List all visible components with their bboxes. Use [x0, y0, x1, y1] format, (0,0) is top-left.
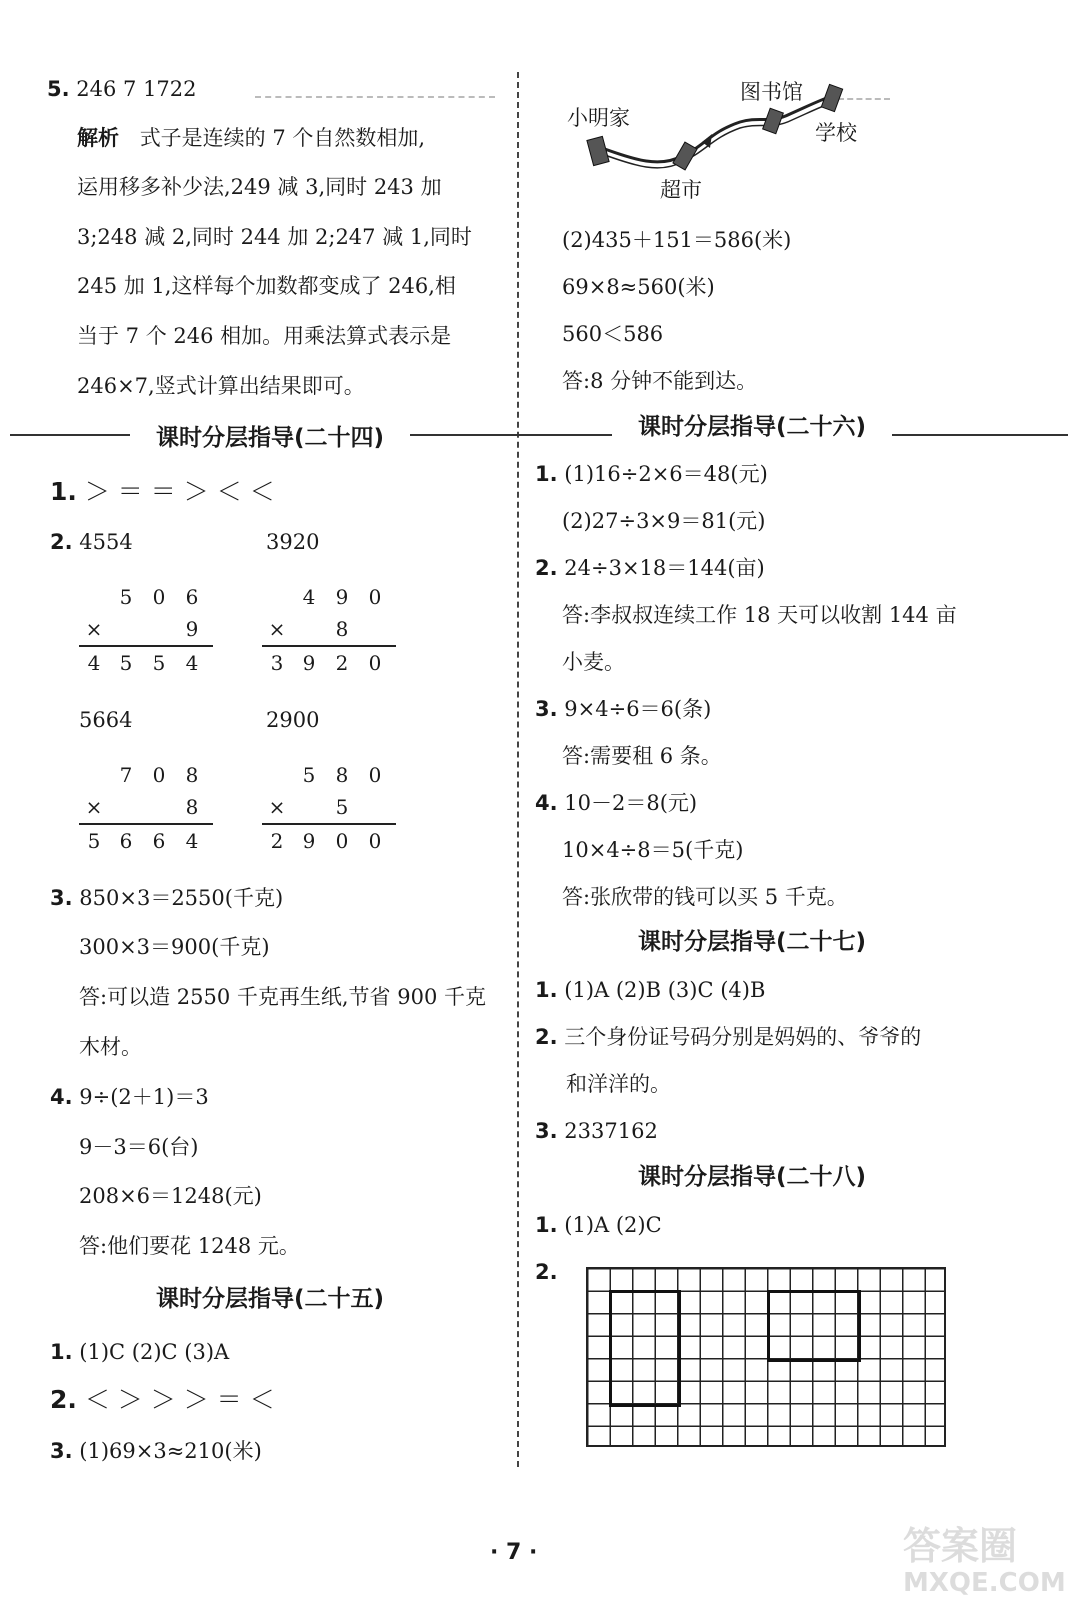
- library-label: 图书馆: [740, 80, 803, 104]
- analysis-text: 运用移多补少法,249 减 3,同时 243 加: [77, 175, 442, 199]
- column-divider: [517, 72, 519, 1467]
- svg-text:答案圈: 答案圈: [903, 1524, 1018, 1568]
- sec24-q2: [50, 528, 133, 556]
- sec26-q2: [535, 554, 765, 582]
- question-number: 2.: [535, 1260, 558, 1284]
- question-number: 2.: [50, 530, 73, 554]
- sec24-q3: [50, 884, 283, 912]
- analysis-line: [77, 124, 425, 152]
- analysis-text: 当于 7 个 246 相加。用乘法算式表示是: [77, 324, 452, 348]
- home-marker: [587, 136, 609, 165]
- square-grid: [586, 1267, 946, 1447]
- answer-text: 小麦。: [562, 650, 625, 674]
- sec24-q1: [50, 478, 275, 506]
- sec27-q1: [535, 976, 765, 1004]
- question-number: 1.: [535, 1213, 558, 1237]
- section-heading: 课时分层指导(二十七): [637, 929, 867, 955]
- answer-text: 和洋洋的。: [566, 1072, 671, 1096]
- analysis-text: 3;248 减 2,同时 244 加 2;247 减 1,同时: [77, 225, 472, 249]
- answer-text: (2)435＋151＝586(米): [562, 228, 792, 252]
- question-number: 3.: [535, 1119, 558, 1143]
- question-number: 4.: [535, 791, 558, 815]
- product-result: 5664: [79, 708, 133, 732]
- answer-text: 答:李叔叔连续工作 18 天可以收割 144 亩: [562, 603, 957, 627]
- answer-text: 560＜586: [562, 322, 664, 346]
- answer-text: ＞ ＝ ＝ ＞ ＜ ＜: [84, 477, 275, 506]
- library-marker: [763, 108, 784, 133]
- watermark-logo-graphic: [895, 1515, 1080, 1595]
- answer-text: 24÷3×18＝144(亩): [564, 556, 765, 580]
- answer-text: 10×4÷8＝5(千克): [562, 838, 744, 862]
- product-result: 2900: [266, 708, 320, 732]
- question-number: 4.: [50, 1085, 73, 1109]
- section-heading: 课时分层指导(二十五): [155, 1286, 385, 1312]
- question-number: 1.: [50, 477, 77, 506]
- sec25-q3: [50, 1437, 262, 1465]
- school-label: 学校: [815, 121, 857, 145]
- sec28-q1: [535, 1211, 662, 1239]
- answer-text: 答:他们要花 1248 元。: [79, 1234, 300, 1258]
- answer-text: (1)A (2)C: [564, 1213, 662, 1237]
- school-marker: [821, 84, 842, 111]
- question-number: 1.: [535, 978, 558, 1002]
- answer-text: 木材。: [79, 1035, 142, 1059]
- question-number: 5.: [47, 77, 70, 101]
- section-heading: 课时分层指导(二十八): [637, 1164, 867, 1190]
- answer-text: 850×3＝2550(千克): [79, 886, 284, 910]
- question-number: 3.: [535, 697, 558, 721]
- question-number: 3.: [50, 886, 73, 910]
- drawn-shape: [609, 1290, 681, 1407]
- answer-text: 答:需要租 6 条。: [562, 744, 722, 768]
- analysis-label: 解析: [77, 126, 119, 150]
- question-number: 1.: [535, 462, 558, 486]
- product-result: 4554: [79, 530, 133, 554]
- market-marker: [673, 142, 697, 170]
- sec26-q1: [535, 460, 768, 488]
- answer-text: 300×3＝900(千克): [79, 935, 270, 959]
- section-heading: 课时分层指导(二十四): [130, 423, 410, 453]
- question-number: 2.: [535, 556, 558, 580]
- answer-text: ＜ ＞ ＞ ＞ ＝ ＜: [84, 1385, 275, 1414]
- answer-text: (1)A (2)B (3)C (4)B: [564, 978, 766, 1002]
- answer-text: 2337162: [564, 1119, 658, 1143]
- page-number: · 7 ·: [490, 1540, 538, 1565]
- product-result: 3920: [266, 530, 320, 554]
- answer-text: (1)C (2)C (3)A: [79, 1340, 230, 1364]
- sec25-q1: [50, 1338, 229, 1366]
- section-heading: 课时分层指导(二十六): [612, 412, 892, 442]
- sec27-q3: [535, 1117, 658, 1145]
- answer-text: (2)27÷3×9＝81(元): [562, 509, 766, 533]
- answer-text: 10－2＝8(元): [564, 791, 698, 815]
- svg-text:MXQE.COM: MXQE.COM: [903, 1568, 1066, 1595]
- analysis-text: 式子是连续的 7 个自然数相加,: [139, 126, 426, 150]
- question-number: 1.: [50, 1340, 73, 1364]
- question-number: 2.: [50, 1385, 77, 1414]
- answer-page: 5. 246 7 1722 解析 式子是连续的 7 个自然数相加, 运用移多补少法,249 减 3,同时 243 加 3;248 减 2,同时 244 加 2;247 减 1,同时 245 加 1,这样每个加数都变成了 246,相 当于 7 个 246 相加。用乘法算式表示是 246×7,竖式计算出结果即可。 课时分层指导(二十四) 1. ＞ ＝ ＝ ＞ ＜ ＜ 2. 4554 3920 5664 2900 5 0 6 × 9 4 5 5 4 4 9 0 × 8 3 9 2 0 7 0 8 × 8 5 6 6 4 5 8 0 × 5 2 9 0 0 3. 850×3＝2550(千克) 300×3＝900(千克) 答:可以造 2550 千克再生纸,节省 900 千克 木材。 4. 9÷(2＋1)＝3 9－3＝6(台) 208×6＝1248(元) 答:他们要花 1248 元。 课时分层指导(二十五) 1. (1)C (2)C (3)A 2. ＜ ＞ ＞ ＞ ＝ ＜ 3. (1)69×3≈210(米) 图书馆 小明家 学校 超市 (2)435＋151＝586(米) 69×8≈560(米) 560＜586 答:8 分钟不能到达。 课时分层指导(二十六) 1. (1)16÷2×6＝48(元) (2)27÷3×9＝81(元) 2. 24÷3×18＝144(亩) 答:李叔叔连续工作 18 天可以收割 144 亩 小麦。 3. 9×4÷6＝6(条) 答:需要租 6 条。 4. 10－2＝8(元) 10×4÷8＝5(千克) 答:张欣带的钱可以买 5 千克。 课时分层指导(二十七) 1. (1)A (2)B (3)C (4)B 2. 三个身份证号码分别是妈妈的、爷爷的 和洋洋的。 3. 2337162 课时分层指导(二十八) 1. (1)A (2)C 2. · 7 · 答案圈 MXQE.COM: [0, 0, 1091, 1600]
- answer-text: 208×6＝1248(元): [79, 1184, 262, 1208]
- watermark-logo: [895, 1515, 1080, 1595]
- answer-text: 答:张欣带的钱可以买 5 千克。: [562, 885, 848, 909]
- answer-text: 9×4÷6＝6(条): [564, 697, 712, 721]
- answer-text: 三个身份证号码分别是妈妈的、爷爷的: [564, 1025, 922, 1049]
- sec27-q2: [535, 1023, 921, 1051]
- dashed-rule: [255, 96, 495, 98]
- q5-answer: [47, 75, 197, 103]
- analysis-text: 245 加 1,这样每个加数都变成了 246,相: [77, 274, 456, 298]
- sec26-q3: [535, 695, 711, 723]
- sec26-q4: [535, 789, 697, 817]
- analysis-text: 246×7,竖式计算出结果即可。: [77, 374, 365, 398]
- drawn-shape: [767, 1290, 861, 1362]
- sec25-q2: [50, 1386, 275, 1414]
- answer-text: 9÷(2＋1)＝3: [79, 1085, 209, 1109]
- question-number: 3.: [50, 1439, 73, 1463]
- answer-text: 答:8 分钟不能到达。: [562, 369, 758, 393]
- answer-text: 69×8≈560(米): [562, 275, 715, 299]
- sec24-q4: [50, 1083, 209, 1111]
- sec28-q2: [535, 1258, 558, 1286]
- answer-text: (1)16÷2×6＝48(元): [564, 462, 768, 486]
- answer-text: 246 7 1722: [76, 77, 197, 101]
- market-label: 超市: [660, 178, 702, 202]
- question-number: 2.: [535, 1025, 558, 1049]
- answer-text: (1)69×3≈210(米): [79, 1439, 262, 1463]
- answer-text: 答:可以造 2550 千克再生纸,节省 900 千克: [79, 985, 486, 1009]
- home-label: 小明家: [567, 106, 630, 130]
- answer-text: 9－3＝6(台): [79, 1135, 199, 1159]
